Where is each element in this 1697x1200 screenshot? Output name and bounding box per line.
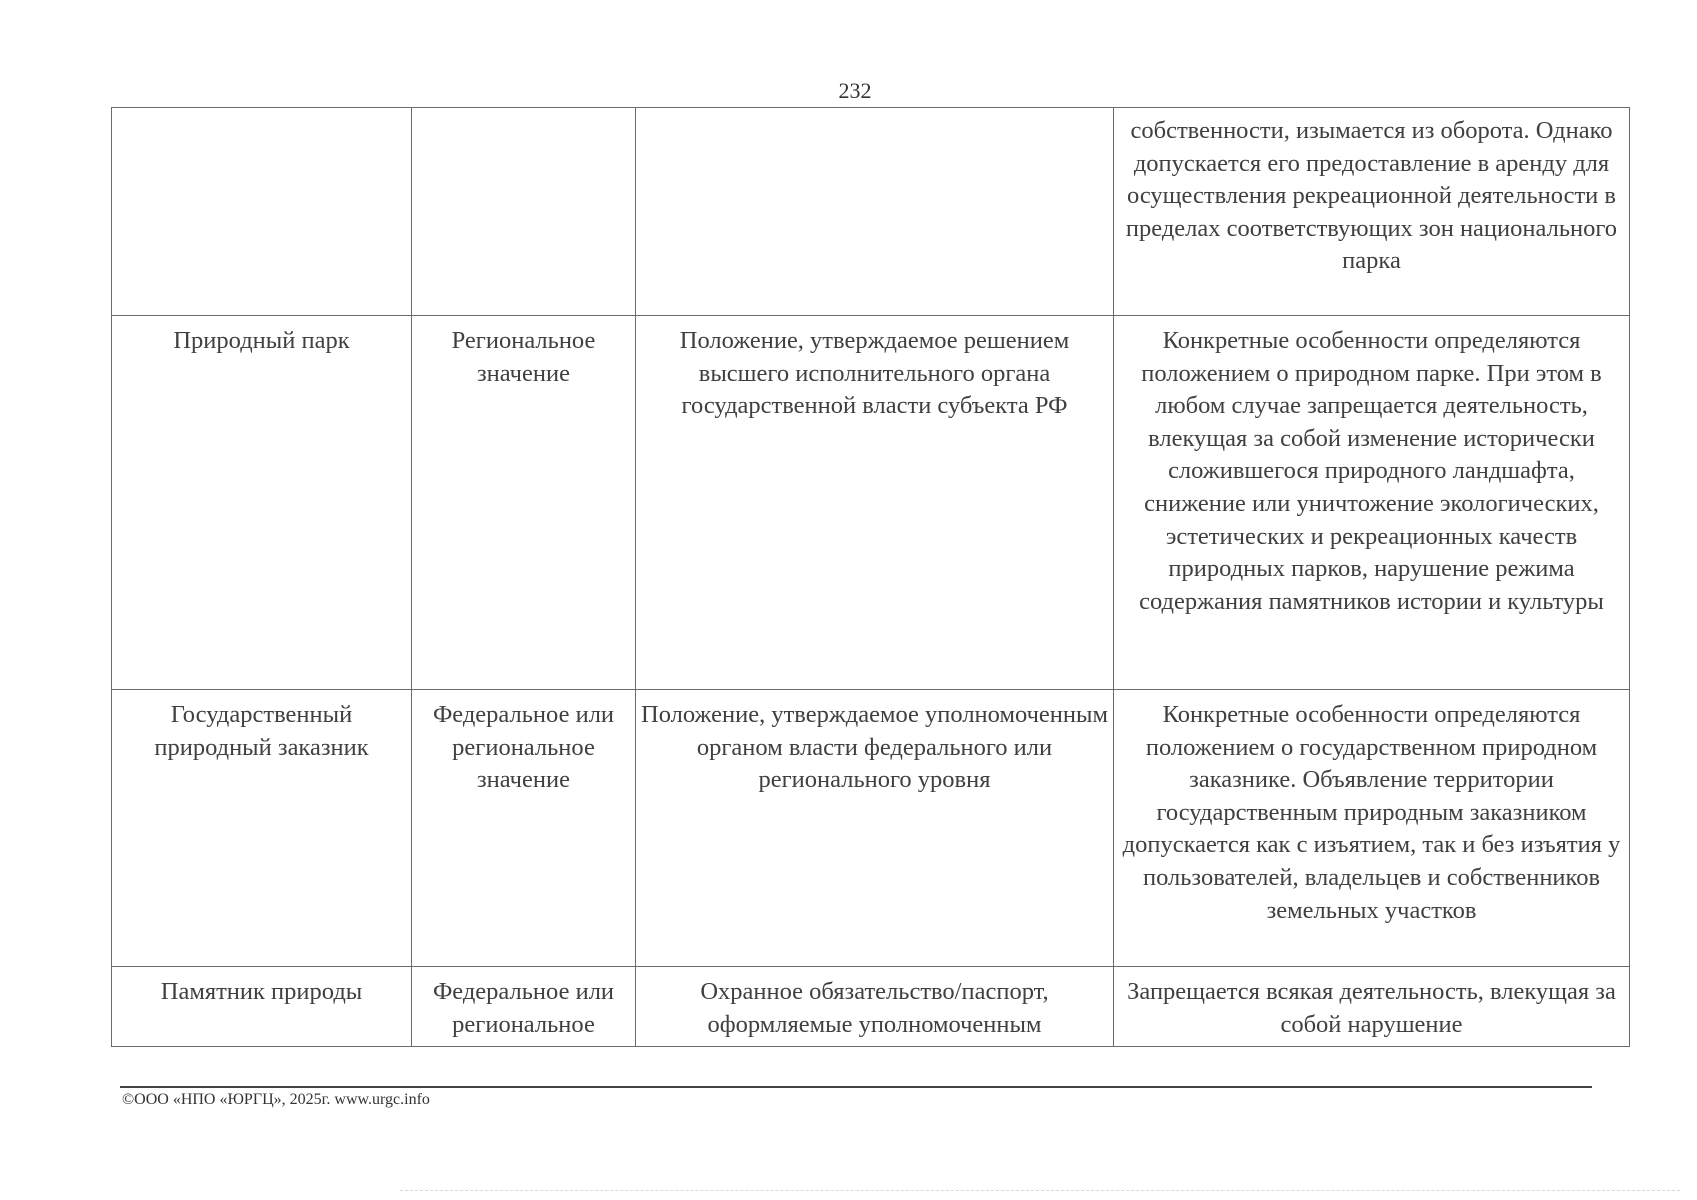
regulation-table bbox=[111, 107, 1630, 1047]
table-cell-document: Положение, утверждаемое уполномоченным органом власти федерального или регионального уровня bbox=[636, 690, 1114, 967]
table-cell-document: Положение, утверждаемое решением высшего исполнительного органа государственной власти субъекта РФ bbox=[636, 316, 1114, 690]
footer-copyright: ©ООО «НПО «ЮРГЦ», 2025г. www.urgc.info bbox=[122, 1091, 430, 1108]
table-cell-category: Государственный природный заказник bbox=[112, 690, 412, 967]
table-cell-category bbox=[112, 108, 412, 316]
page-number: 232 bbox=[838, 78, 872, 103]
scan-artifact-line bbox=[400, 1190, 1680, 1191]
table-cell-category: Природный парк bbox=[112, 316, 412, 690]
table-row bbox=[112, 316, 1630, 690]
table-cell-significance: Федеральное или региональное bbox=[412, 967, 636, 1047]
table-cell-significance: Региональное значение bbox=[412, 316, 636, 690]
table-row bbox=[112, 967, 1630, 1047]
table-cell-significance: Федеральное или региональное значение bbox=[412, 690, 636, 967]
table-cell-document: Охранное обязательство/паспорт, оформляемые уполномоченным bbox=[636, 967, 1114, 1047]
table-cell-category: Памятник природы bbox=[112, 967, 412, 1047]
table-cell-document bbox=[636, 108, 1114, 316]
table-cell-regime: Конкретные особенности определяются положением о государственном природном заказнике. Объявление территории государственным природным заказником допускается как с изъятием, так и без изъятия у пользователей, владельцев и собственников земельных участков bbox=[1114, 690, 1630, 967]
table-row bbox=[112, 690, 1630, 967]
footer-divider bbox=[120, 1086, 1592, 1088]
table-cell-regime: собственности, изымается из оборота. Однако допускается его предоставление в аренду для осуществления рекреационной деятельности в пределах соответствующих зон национального парка bbox=[1114, 108, 1630, 316]
table-cell-regime: Конкретные особенности определяются положением о природном парке. При этом в любом случае запрещается деятельность, влекущая за собой изменение исторически сложившегося природного ландшафта, снижение или уничтожение экологических, эстетических и рекреационных качеств природных парков, нарушение режима содержания памятников истории и культуры bbox=[1114, 316, 1630, 690]
table-row bbox=[112, 108, 1630, 316]
table-cell-significance bbox=[412, 108, 636, 316]
table-cell-regime: Запрещается всякая деятельность, влекущая за собой нарушение bbox=[1114, 967, 1630, 1047]
